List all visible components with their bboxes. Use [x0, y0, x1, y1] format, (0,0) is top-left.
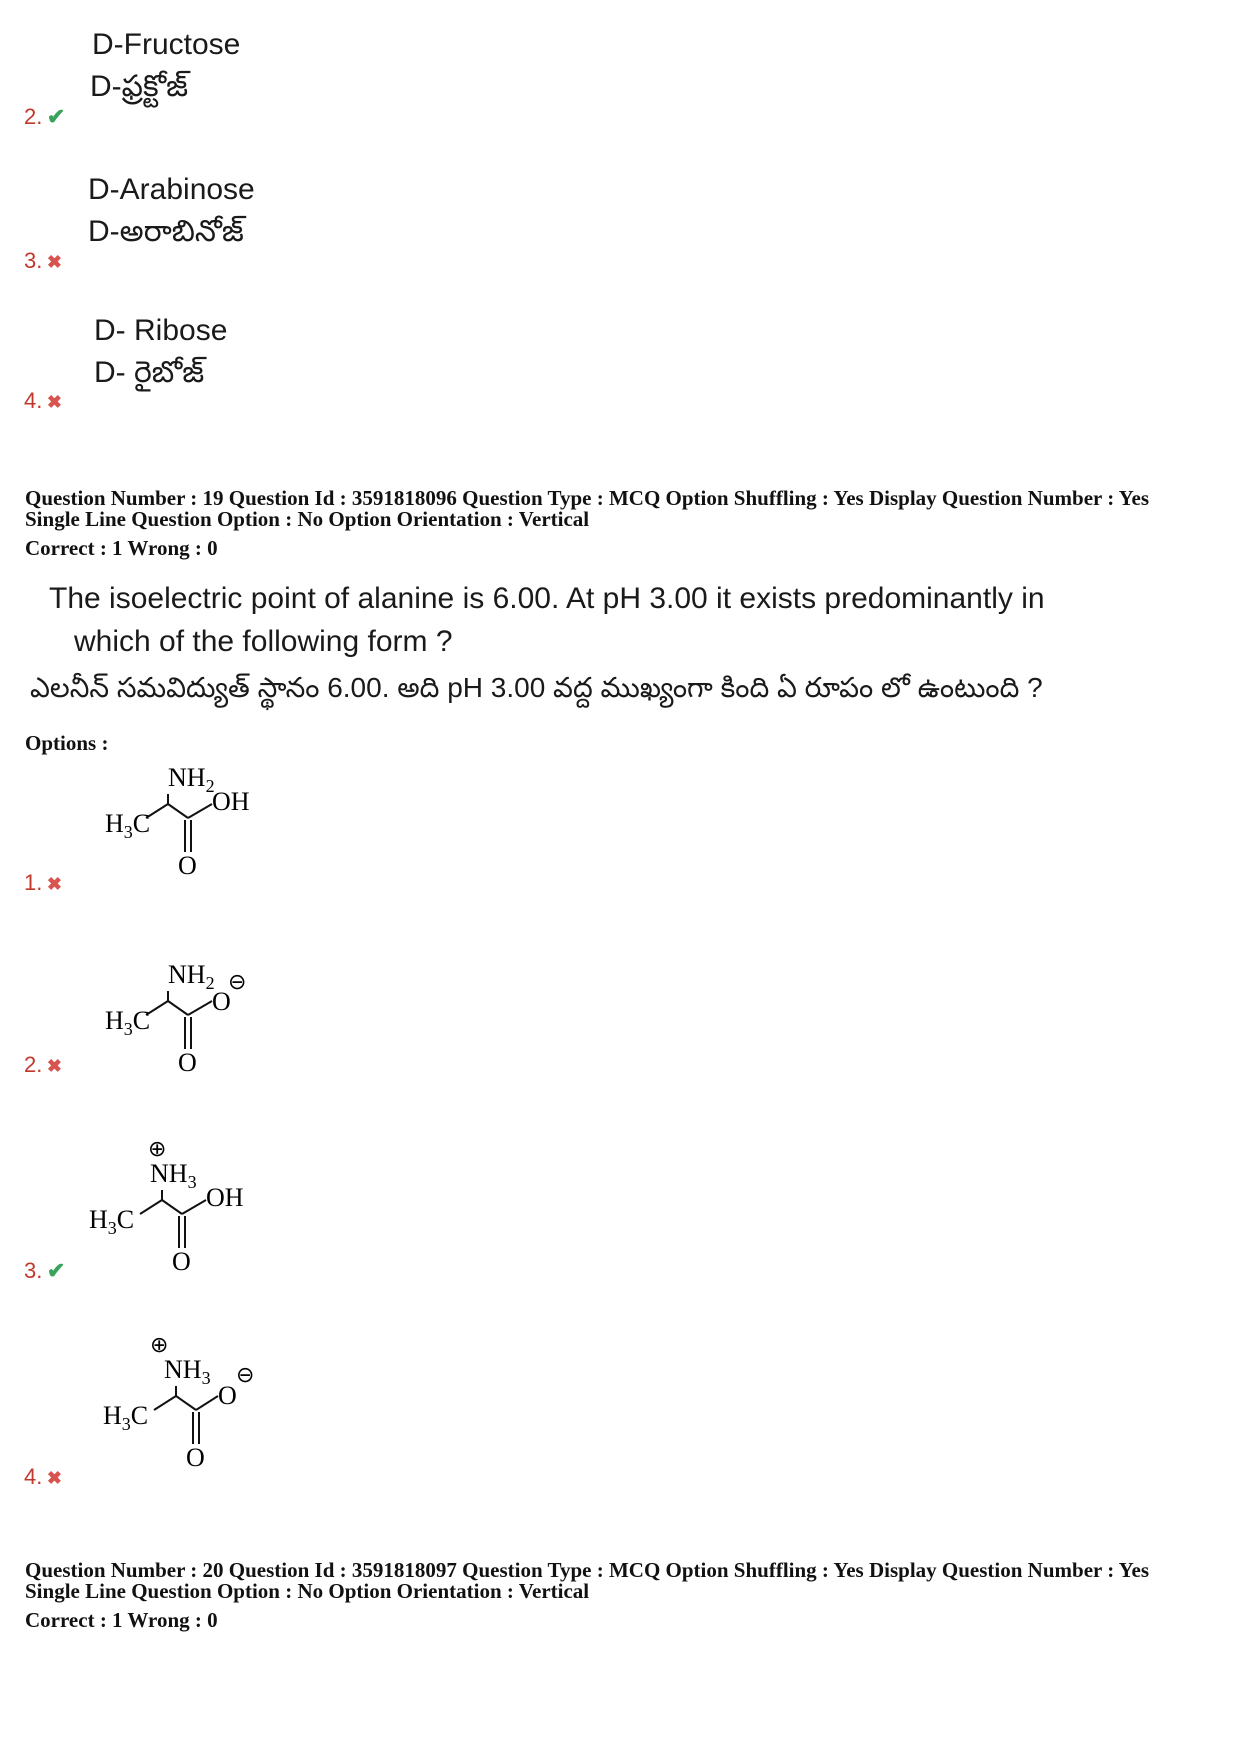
acid-group: O [212, 987, 231, 1016]
carbonyl-oxygen: O [178, 1048, 197, 1073]
cross-icon: ✖ [46, 252, 62, 272]
cross-icon: ✖ [46, 1056, 62, 1076]
question-20-meta [25, 1560, 1149, 1602]
prev-option-2-image [92, 30, 240, 102]
option-text-te: D-ఫ్రక్టోజ్ [90, 70, 189, 103]
question-19-text-en-1: The isoelectric point of alanine is 6.00. At pH 3.00 it exists predominantly in [49, 582, 1045, 615]
meta-line-1: Question Number : 20 Question Id : 3591818097 Question Type : MCQ Option Shuffling : Yes Display Question Number : Yes [25, 1558, 1150, 1582]
cross-icon: ✖ [46, 874, 62, 894]
acid-group: OH [206, 1183, 244, 1212]
prev-option-4-label [24, 388, 62, 414]
check-icon: ✔ [46, 1258, 66, 1283]
methyl-group: $H_3C$ [105, 809, 151, 842]
amine-group: $NH_3$ [164, 1355, 211, 1388]
option-number: 2. [24, 1052, 43, 1077]
option-4-structure [98, 1330, 288, 1470]
options-label: Options : [25, 731, 109, 755]
option-number: 3. [24, 1258, 43, 1283]
prev-option-3-image [88, 175, 255, 247]
question-19-score: Correct : 1 Wrong : 0 [25, 536, 218, 560]
check-icon: ✔ [46, 104, 66, 129]
option-number: 1. [24, 870, 43, 895]
negative-charge: ⊖ [236, 1362, 255, 1387]
carbonyl-oxygen: O [172, 1247, 191, 1274]
option-2-structure [100, 955, 290, 1073]
option-number: 4. [24, 388, 43, 413]
option-4-label [24, 1464, 62, 1490]
acid-group: OH [212, 787, 250, 816]
negative-charge: ⊖ [228, 969, 247, 994]
option-text-en: D- Ribose [94, 314, 228, 347]
amine-group: $NH_2$ [168, 960, 215, 993]
option-text-te: D- రైబోజ్ [94, 356, 205, 389]
cross-icon: ✖ [46, 1468, 62, 1488]
prev-option-4-image [94, 316, 227, 388]
option-number: 4. [24, 1464, 43, 1489]
question-20-score: Correct : 1 Wrong : 0 [25, 1608, 218, 1632]
option-text-te: D-అరాబినోజ్ [88, 215, 244, 248]
meta-line-2: Single Line Question Option : No Option Orientation : Vertical [25, 1579, 590, 1603]
meta-line-1: Question Number : 19 Question Id : 3591818096 Question Type : MCQ Option Shuffling : Yes Display Question Number : Yes [25, 486, 1150, 510]
carbonyl-oxygen: O [178, 851, 197, 876]
cross-icon: ✖ [46, 392, 62, 412]
option-2-label [24, 1052, 62, 1078]
option-3-label [24, 1258, 65, 1284]
methyl-group: $H_3C$ [105, 1006, 151, 1039]
question-19-meta [25, 488, 1149, 530]
carbonyl-oxygen: O [186, 1443, 205, 1470]
methyl-group: $H_3C$ [89, 1205, 135, 1238]
positive-charge: ⊕ [150, 1332, 169, 1357]
amine-group: $NH_2$ [168, 763, 215, 796]
option-1-label [24, 870, 62, 896]
option-1-structure [100, 758, 290, 876]
positive-charge: ⊕ [148, 1136, 167, 1161]
option-3-structure [84, 1134, 274, 1274]
prev-option-3-label [24, 248, 62, 274]
meta-line-2: Single Line Question Option : No Option Orientation : Vertical [25, 507, 590, 531]
methyl-group: $H_3C$ [103, 1401, 149, 1434]
option-number: 3. [24, 248, 43, 273]
acid-group: O [218, 1381, 237, 1410]
prev-option-2-label [24, 104, 65, 130]
option-number: 2. [24, 104, 43, 129]
option-text-en: D-Arabinose [88, 173, 255, 206]
question-19-text-te: ఎలనీన్ సమవిద్యుత్ స్థానం 6.00. అది pH 3.00 వద్ద ముఖ్యంగా కింది ఏ రూపం లో ఉంటుంది ? [30, 672, 1043, 703]
option-text-en: D-Fructose [92, 28, 241, 61]
question-19-text-en-2: which of the following form ? [74, 625, 453, 658]
amine-group: $NH_3$ [150, 1159, 197, 1192]
